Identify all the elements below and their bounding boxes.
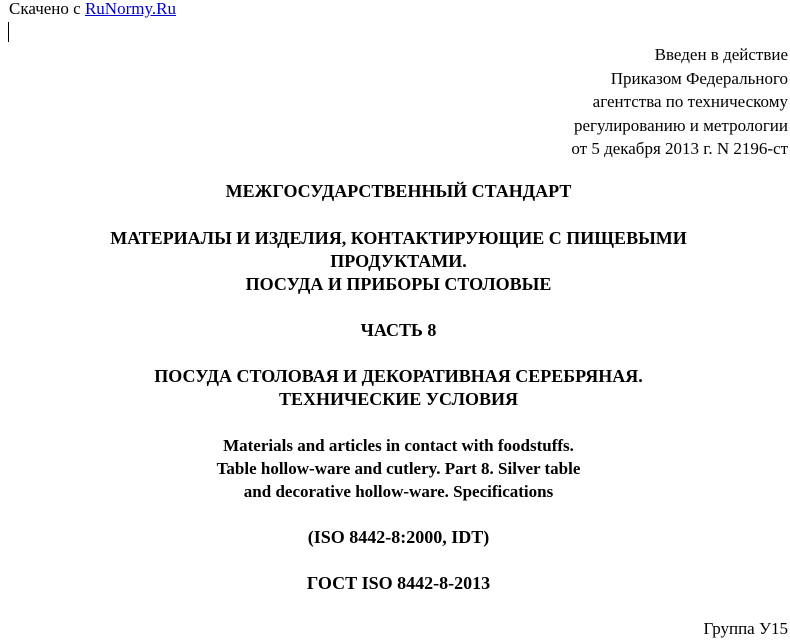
russian-title-line: МАТЕРИАЛЫ И ИЗДЕЛИЯ, КОНТАКТИРУЮЩИЕ С ПИЩЕВЫМИ	[110, 228, 687, 248]
english-title-line: and decorative hollow-ware. Specifications	[243, 482, 554, 501]
part-text: ЧАСТЬ 8	[360, 320, 437, 340]
text-cursor	[8, 22, 9, 42]
english-title-line: Table hollow-ware and cutlery. Part 8. Silver table	[216, 459, 581, 478]
runormy-link[interactable]: RuNormy.Ru	[84, 0, 176, 18]
english-title-line: Materials and articles in contact with foodstuffs.	[223, 436, 574, 455]
standard-type-heading	[0, 180, 790, 203]
source-prefix: Скачено с	[9, 0, 85, 18]
russian-title-line: ПОСУДА И ПРИБОРЫ СТОЛОВЫЕ	[245, 274, 552, 294]
russian-subtitle-line: ТЕХНИЧЕСКИЕ УСЛОВИЯ	[279, 389, 518, 409]
iso-reference	[0, 526, 790, 549]
enactment-line: Введен в действие	[654, 45, 788, 64]
english-title	[0, 434, 790, 503]
gost-code-text: ГОСТ ISO 8442-8-2013	[306, 573, 491, 593]
russian-title	[0, 227, 790, 296]
iso-reference-text: (ISO 8442-8:2000, IDT)	[307, 527, 490, 547]
enactment-line: Приказом Федерального	[610, 68, 788, 88]
gost-code	[0, 572, 790, 595]
enactment-line: от 5 декабря 2013 г. N 2196-ст	[571, 139, 788, 158]
russian-subtitle	[0, 365, 790, 411]
standard-type-text: МЕЖГОСУДАРСТВЕННЫЙ СТАНДАРТ	[225, 181, 572, 201]
enactment-notice	[388, 43, 788, 161]
classification-group: Группа У15	[703, 619, 788, 638]
russian-subtitle-line: ПОСУДА СТОЛОВАЯ И ДЕКОРАТИВНАЯ СЕРЕБРЯНАЯ.	[154, 366, 643, 386]
russian-title-line: ПРОДУКТАМИ.	[330, 251, 467, 271]
source-line	[9, 0, 176, 19]
enactment-line: регулированию и метрологии	[573, 115, 788, 135]
enactment-line: агентства по техническому	[592, 92, 788, 111]
part-heading	[0, 319, 790, 342]
